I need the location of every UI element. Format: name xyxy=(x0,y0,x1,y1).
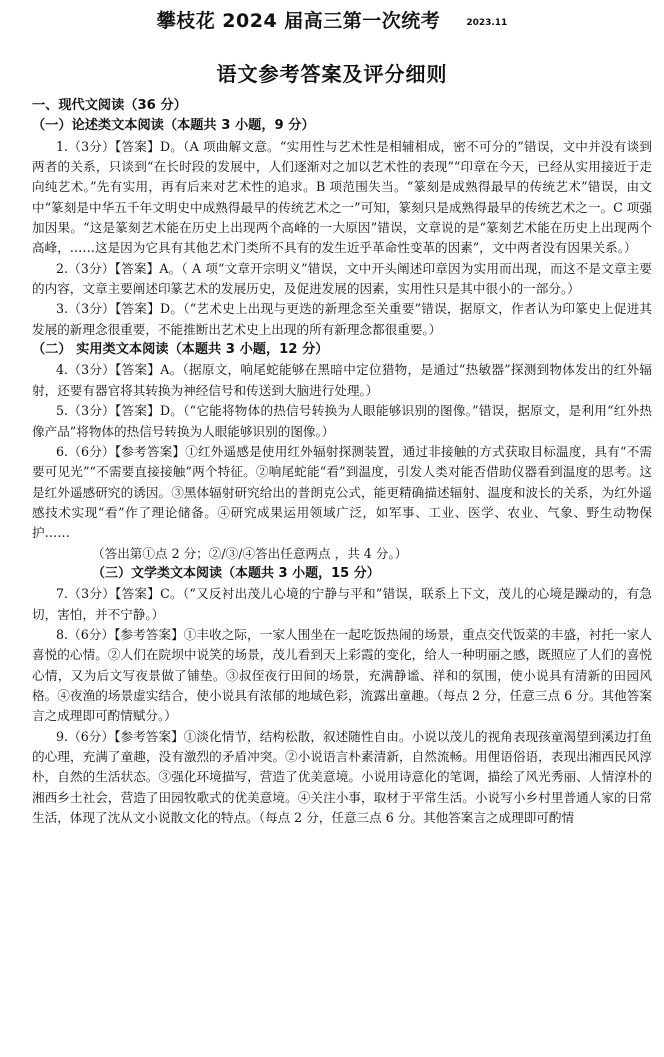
question-1-label: 1.（3分）【答案】D。 xyxy=(56,138,184,154)
question-5-answer xyxy=(32,401,652,442)
document-body xyxy=(32,96,652,828)
question-9-explanation: ①淡化情节，结构松散，叙述随性自由。小说以茂儿的视角表现孩童渴望到溪边打鱼的心理，充满了童趣，没有激烈的矛盾冲突。②小说语言朴素清新，自然流畅。用俚语俗语，表现出湘西民风淳朴，自然的生活状态。③强化环境描写，营造了优美意境。小说用诗意化的笔调，描绘了风光秀丽、人情淳朴的湘西乡土社会，营造了田园牧歌式的优美意境。④关注小事，取材于平常生活。小说写小乡村里普通人家的日常生活，体现了沈从文小说散文化的特点。（每点 2 分，任意三点 6 分。其他答案言之成理即可酌情 xyxy=(32,728,652,826)
question-6-explanation: ①红外遥感是使用红外辐射探测装置，通过非接触的方式获取目标温度，具有“不需要可见光”“不需要直接接触”两个特征。②响尾蛇能“看”到温度，引发人类对能否借助仪器看到温度的思考。这是红外遥感研究的诱因。③黑体辐射研究给出的普朗克公式，能更精确描述辐射、温度和波长的关系，为红外遥感技术实现“看”作了理论储备。④研究成果运用领域广泛，如军事、工业、医学、农业、气象、野生动物保护…… xyxy=(32,443,652,541)
question-8-answer xyxy=(32,625,652,727)
question-6-answer xyxy=(32,442,652,544)
question-7-answer xyxy=(32,584,652,625)
question-5-label: 5.（3分）【答案】D。 xyxy=(56,403,184,419)
question-6-scoring-note: （答出第①点 2 分；②/③/④答出任意两点 ，共 4 分。） xyxy=(92,545,408,561)
question-9-label: 9.（6分）【参考答案】 xyxy=(56,728,184,744)
question-3-answer xyxy=(32,299,652,340)
question-8-label: 8.（6分）【参考答案】 xyxy=(56,626,184,642)
question-5-explanation: （“它能将物体的热信号转换为人眼能够识别的图像。”错误，据原文，是利用“红外热像产品”将物体的热信号转换为人眼能够识别的图像。） xyxy=(32,403,652,439)
question-3-explanation: （“艺术史上出现与更迭的新理念至关重要”错误，据原文，作者认为印篆史上促进其发展的新理念很重要，不能推断出艺术史上出现的所有新理念都很重要。） xyxy=(32,301,653,337)
title-row xyxy=(0,6,664,33)
question-3-label: 3.（3分）【答案】D。 xyxy=(56,301,184,317)
question-2-answer xyxy=(32,259,652,300)
question-4-answer xyxy=(32,360,652,401)
document-subtitle: 语文参考答案及评分细则 xyxy=(216,62,448,86)
section-heading: 一、现代文阅读（36 分） xyxy=(32,98,187,113)
question-1-answer xyxy=(32,137,652,259)
question-1-explanation: （A 项曲解文意。“实用性与艺术性是相辅相成，密不可分的”错误，文中并没有谈到两者的关系，只谈到“在长时段的发展中，人们逐渐对之加以艺术性的表现”“印章在今天，已经从实用接近于走向纯艺术。”先有实用，再有后来对艺术性的追求。B 项范围失当。“篆刻是成熟得最早的传统艺术”错误，由文中“篆刻是中华五千年文明史中成熟得最早的传统艺术之一”可知，篆刻只是成熟得最早的传统艺术之一。C 项强加因果。“这是篆刻艺术能在历史上出现两个高峰的一大原因”错误，文章说的是“篆刻艺术能在历史上出现两个高峰，……这是因为它具有其他艺术门类所不具有的发生近乎革命性变革的因素”，文中两者没有因果关系。） xyxy=(32,138,652,256)
exam-title: 攀枝花 2024 届高三第一次统考 xyxy=(156,10,441,32)
question-2-label: 2.（3分）【答案】A。 xyxy=(56,260,182,276)
part3-heading: （三）文学类文本阅读（本题共 3 小题，15 分） xyxy=(92,565,380,581)
question-9-answer xyxy=(32,727,652,829)
question-4-label: 4.（3分）【答案】A。 xyxy=(56,362,183,378)
question-8-explanation: ①丰收之际，一家人围坐在一起吃饭热闹的场景，重点交代饭菜的丰盛，衬托一家人喜悦的心情。②人们在院坝中说笑的场景，茂儿看到天上彩霞的变化，给人一种明丽之感，既照应了人们的喜悦心情，又为后文写夜景做了铺垫。③叔侄夜行田间的场景，充满静谧、祥和的氛围，使小说具有清新的田园风格。④夜渔的场景虚实结合，使小说具有浓郁的地域色彩，流露出童趣。（每点 2 分，任意三点 6 分。其他答案言之成理即可酌情赋分。） xyxy=(32,626,652,724)
question-7-label: 7.（3分）【答案】C。 xyxy=(56,586,183,602)
part1-heading: （一）论述类文本阅读（本题共 3 小题，9 分） xyxy=(32,118,315,134)
part2-heading: （二） 实用类文本阅读（本题共 3 小题，12 分） xyxy=(32,342,329,358)
question-4-explanation: （据原文，响尾蛇能够在黑暗中定位猎物，是通过“热敏器”探测到物体发出的红外辐射，还要有器官将其转换为神经信号和传送到大脑进行处理。） xyxy=(32,362,653,398)
question-6-label: 6.（6分）【参考答案】 xyxy=(56,443,186,459)
question-7-explanation: （“又反衬出茂儿心境的宁静与平和”错误，联系上下文，茂儿的心境是躁动的，有急切，害怕，并不宁静。） xyxy=(32,586,653,622)
question-2-explanation: （ A 项“文章开宗明义”错误，文中开头阐述印章因为实用而出现，而这不是文章主要的内容，文章主要阐述印篆艺术的发展历史，及促进发展的因素，实用性只是其中很小的一部分。） xyxy=(32,260,652,297)
exam-date: 2023.11 xyxy=(466,17,508,28)
